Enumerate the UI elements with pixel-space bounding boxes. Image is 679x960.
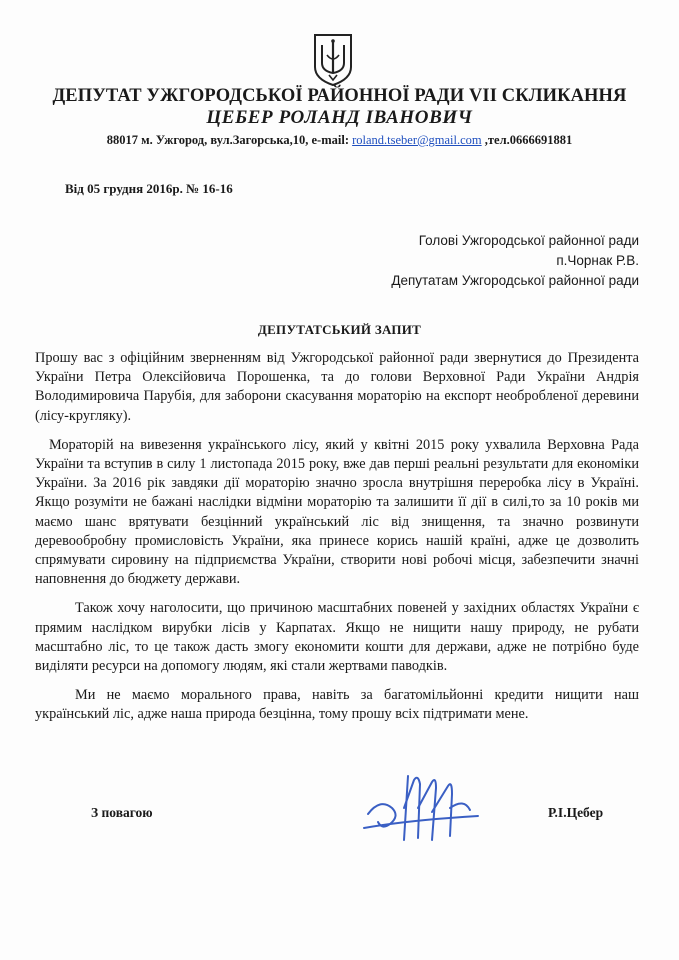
handwritten-signature (360, 768, 490, 853)
deputy-name: ЦЕБЕР РОЛАНД ІВАНОВИЧ (206, 107, 473, 128)
phone-text: ,тел.0666691881 (481, 133, 573, 147)
addressee-line-2: п.Чорнак Р.В. (556, 253, 639, 268)
body-paragraph: Прошу вас з офіційним зверненням від Ужгородської районної ради звернутися до Президента України Петра Олексійовича Порошенка, та до голови Верховної Ради України Андрія Володимировича Парубія, для заборони скасування мораторію на експорт необробленої деревини (лісу-кругляку). (35, 350, 639, 424)
addressee-line-3: Депутатам Ужгородської районної ради (391, 273, 639, 288)
addressee-line-1: Голові Ужгородської районної ради (418, 233, 639, 248)
deputy-title: ДЕПУТАТ УЖГОРОДСЬКОЇ РАЙОННОЇ РАДИ VII СКЛИКАННЯ (52, 86, 627, 106)
trident-emblem-icon (313, 33, 353, 87)
addressee-block (391, 231, 639, 291)
letter-body (35, 349, 639, 735)
body-paragraph: Також хочу наголосити, що причиною масштабних повеней у західних областях України є прямим наслідком вирубки лісів у Карпатах. Якщо не нищити нашу природу, не рубати масштабно ліс, то це також дасть змогу економити кошти для держави, адже не потрібно буде виділяти ресурси на допомогу людям, які стали жертвами паводків. (35, 600, 639, 675)
email-link[interactable]: roland.tseber@gmail.com (352, 133, 482, 147)
closing-phrase: З повагою (91, 805, 153, 820)
body-paragraph: Ми не маємо морального права, навіть за багатомільйонні кредити нищити наш український ліс, адже наша природа безцінна, тому прошу всіх підтримати мене. (35, 687, 639, 723)
body-paragraph: Мораторій на вивезення українського лісу, який у квітні 2015 року ухвалила Верховна Рада України та вступив в силу 1 листопада 2015 року, вже дав перші реальні результати для економіки України. За 2016 рік завдяки дії мораторію значно зросла внутрішня переробка лісу в Україні. Якщо розуміти не бажані наслідки відміни мораторію та залишити її дії в силі,то за 10 років ми маємо шанс врятувати безцінний український ліс від знищення, та значно розвинути деревообробну промисловість України, яка принесе корись нашій країні, адже це дозволить спрямувати сировину на підприємства України, створити нові робочі місця, забезпечити значні наповнення до бюджету держави. (35, 436, 639, 588)
letter-reference: Від 05 грудня 2016р. № 16-16 (65, 181, 233, 196)
document-title: ДЕПУТАТСЬКИЙ ЗАПИТ (257, 322, 422, 337)
address-text: 88017 м. Ужгород, вул.Загорська,10, e-mail: (106, 133, 353, 147)
signer-name: Р.І.Цебер (548, 805, 604, 820)
contact-line (0, 133, 679, 148)
